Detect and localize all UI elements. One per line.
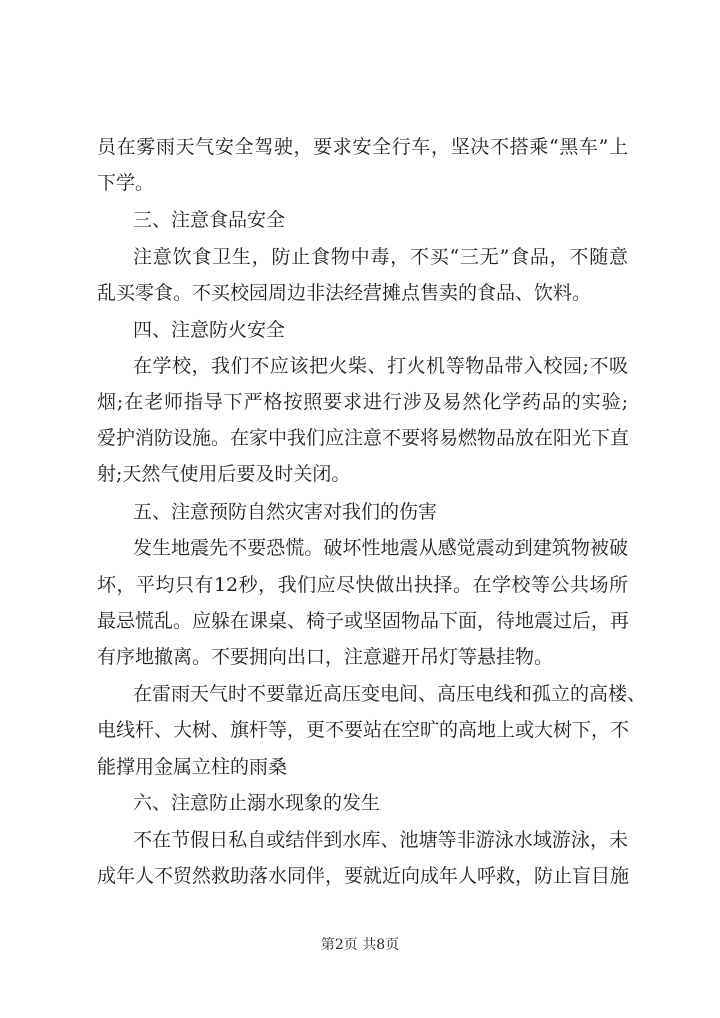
body-line: 员在雾雨天气安全驾驶，要求安全行车，坚决不搭乘“黑车”上	[97, 136, 628, 158]
body-line: 注意饮食卫生，防止食物中毒，不买“三无”食品，不随意	[133, 246, 628, 268]
body-line: 能撑用金属立柱的雨桑	[97, 756, 288, 778]
body-line: 下学。	[97, 172, 155, 194]
body-line: 成年人不贸然救助落水同伴，要就近向成年人呼救，防止盲目施	[97, 865, 630, 887]
body-line: 不在节假日私自或结伴到水库、池塘等非游泳水域游泳，未	[133, 829, 628, 851]
body-line: 坏，平均只有12秒，我们应尽快做出抉择。在学校等公共场所	[97, 574, 628, 596]
body-line: 爱护消防设施。在家中我们应注意不要将易燃物品放在阳光下直	[97, 427, 630, 449]
section-heading: 四、注意防火安全	[133, 319, 286, 341]
body-line: 射;天然气使用后要及时关闭。	[97, 463, 351, 485]
body-line: 在学校，我们不应该把火柴、打火机等物品带入校园;不吸	[133, 355, 628, 377]
page-number-footer: 第2页 共8页	[320, 937, 400, 953]
section-heading: 三、注意食品安全	[133, 209, 286, 231]
body-line: 烟;在老师指导下严格按照要求进行涉及易然化学药品的实验;	[97, 391, 628, 413]
body-line: 电线杆、大树、旗杆等，更不要站在空旷的高地上或大树下，不	[97, 719, 630, 741]
section-heading: 六、注意防止溺水现象的发生	[133, 792, 381, 814]
body-line: 乱买零食。不买校园周边非法经营摊点售卖的食品、饮料。	[97, 282, 592, 304]
section-heading: 五、注意预防自然灾害对我们的伤害	[133, 501, 438, 523]
body-line: 发生地震先不要恐慌。破坏性地震从感觉震动到建筑物被破	[133, 537, 628, 559]
body-line: 最忌慌乱。应躲在课桌、椅子或坚固物品下面，待地震过后，再	[97, 610, 630, 632]
body-line: 有序地撤离。不要拥向出口，注意避开吊灯等悬挂物。	[97, 646, 554, 668]
body-line: 在雷雨天气时不要靠近高压变电间、高压电线和孤立的高楼、	[133, 683, 647, 705]
